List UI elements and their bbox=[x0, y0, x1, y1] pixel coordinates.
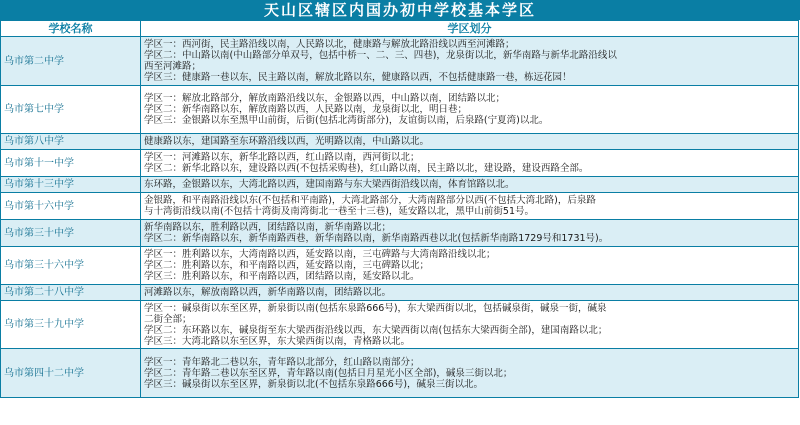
zone-division-cell bbox=[141, 247, 799, 285]
zone-line: 学区二：新华北路以东，建设路以西(不包括采购巷)，红山路以南，民主路以北，建设路，建设西路全部。 bbox=[144, 163, 589, 174]
table-row bbox=[1, 150, 799, 177]
zone-line: 学区一：胜利路以东，大湾南路以西，延安路以南，三屯碑路与大湾南路沿线以北； bbox=[144, 249, 496, 260]
school-name-cell: 乌市第十六中学 bbox=[1, 193, 141, 220]
zone-line: 西至河滩路； bbox=[144, 61, 202, 72]
school-name-cell: 乌市第三十六中学 bbox=[1, 247, 141, 285]
table-row bbox=[1, 37, 799, 86]
zone-line: 东环路，金银路以东，大湾北路以西，建国南路与东大梁西街沿线以南，体育馆路以北。 bbox=[144, 179, 515, 190]
zone-line: 学区三：大湾北路以东至区界，东大梁西街以南，青格路以北。 bbox=[144, 335, 411, 347]
table-body bbox=[1, 37, 799, 398]
zone-division-cell bbox=[141, 86, 799, 134]
school-zone-table bbox=[0, 20, 799, 398]
table-row bbox=[1, 247, 799, 285]
zone-division-cell bbox=[141, 193, 799, 220]
school-name-cell: 乌市第十三中学 bbox=[1, 177, 141, 193]
table-row bbox=[1, 177, 799, 193]
zone-line: 学区二：新华南路以东，解放南路以西，人民路以南，龙泉街以北，明日巷； bbox=[144, 104, 468, 115]
zone-line: 二街全部； bbox=[144, 313, 192, 325]
school-name-cell: 乌市第七中学 bbox=[1, 86, 141, 134]
zone-line: 与十湾街沿线以南(不包括十湾街及南湾街北一巷至十三巷)，延安路以北，黑甲山前街51号。 bbox=[144, 206, 535, 217]
header-school-name: 学校名称 bbox=[1, 21, 141, 37]
zone-line: 学区三：金银路以东至黑甲山前街，后街(包括北湾街部分)，友谊街以南，后泉路(宁夏湾)以北。 bbox=[144, 115, 549, 126]
table-row bbox=[1, 349, 799, 398]
zone-division-cell bbox=[141, 301, 799, 349]
table-row bbox=[1, 220, 799, 247]
zone-line: 学区一：河滩路以东，新华北路以西，红山路以南，西河街以北； bbox=[144, 152, 420, 163]
zone-line: 学区二：中山路以南(中山路部分单双号，包括中桥一、二、三、四巷)，龙泉街以北，新华南路与新华北路沿线以 bbox=[144, 50, 617, 61]
table-row bbox=[1, 193, 799, 220]
zone-line: 河滩路以东，解放南路以西，新华南路以南，团结路以北。 bbox=[144, 287, 392, 298]
zone-line: 学区一：西河街，民主路沿线以南，人民路以北，健康路与解放北路沿线以西至河滩路； bbox=[144, 39, 515, 50]
zone-division-cell bbox=[141, 150, 799, 177]
zone-division-cell bbox=[141, 37, 799, 86]
zone-line: 金银路，和平南路沿线以东(不包括和平南路)，大湾北路部分，大湾南路部分以西(不包括大湾北路)，后泉路 bbox=[144, 195, 596, 206]
page-title: 天山区辖区内国办初中学校基本学区 bbox=[0, 0, 800, 20]
zone-line: 学区一：碱泉街以东至区界，新泉街以南(包括东泉路666号)，东大梁西街以北，包括碱泉街，碱泉一街，碱泉 bbox=[144, 302, 607, 314]
zone-line: 学区三：胜利路以东，和平南路以西，团结路以南，延安路以北。 bbox=[144, 271, 420, 282]
table-row bbox=[1, 285, 799, 301]
header-zone-division: 学区划分 bbox=[141, 21, 799, 37]
school-name-cell: 乌市第三十中学 bbox=[1, 220, 141, 247]
table-row bbox=[1, 301, 799, 349]
school-name-cell: 乌市第二中学 bbox=[1, 37, 141, 86]
zone-line: 学区一：青年路北二巷以东，青年路以北部分，红山路以南部分； bbox=[144, 356, 420, 368]
zone-line: 学区二：胜利路以东，和平南路以西，延安路以南，三屯碑路以北； bbox=[144, 260, 430, 271]
zone-line: 学区三：碱泉街以东至区界，新泉街以北(不包括东泉路666号)，碱泉三街以北。 bbox=[144, 378, 484, 390]
table-row bbox=[1, 134, 799, 150]
zone-line: 学区二：新华南路以东，新华南路西巷，新华南路以南，新华南路西巷以北(包括新华南路1729号和1731号)。 bbox=[144, 233, 609, 244]
zone-division-cell bbox=[141, 220, 799, 247]
zone-division-cell bbox=[141, 177, 799, 193]
school-name-cell: 乌市第十一中学 bbox=[1, 150, 141, 177]
zone-line: 新华南路以东，胜利路以西，团结路以南，新华南路以北； bbox=[144, 222, 392, 233]
table-row bbox=[1, 86, 799, 134]
school-name-cell: 乌市第二十八中学 bbox=[1, 285, 141, 301]
school-name-cell: 乌市第三十九中学 bbox=[1, 301, 141, 349]
table-header-row bbox=[1, 21, 799, 37]
zone-division-cell bbox=[141, 285, 799, 301]
zone-line: 学区一：解放北路部分，解放南路沿线以东，金银路以西，中山路以南，团结路以北； bbox=[144, 93, 506, 104]
zone-division-cell bbox=[141, 349, 799, 398]
zone-line: 健康路以东，建国路至东环路沿线以西，光明路以南，中山路以北。 bbox=[144, 136, 430, 147]
school-name-cell: 乌市第八中学 bbox=[1, 134, 141, 150]
zone-line: 学区三：健康路一巷以东，民主路以南，解放北路以东，健康路以西，不包括健康路一巷，栋远花园！ bbox=[144, 72, 572, 83]
zone-line: 学区二：东环路以东，碱泉街至东大梁西街沿线以西，东大梁西街以南(包括东大梁西街全部)，建国南路以北； bbox=[144, 324, 608, 336]
zone-division-cell bbox=[141, 134, 799, 150]
school-name-cell: 乌市第四十二中学 bbox=[1, 349, 141, 398]
zone-line: 学区二：青年路二巷以东至区界，青年路以南(包括日月星光小区全部)，碱泉三街以北； bbox=[144, 367, 513, 379]
